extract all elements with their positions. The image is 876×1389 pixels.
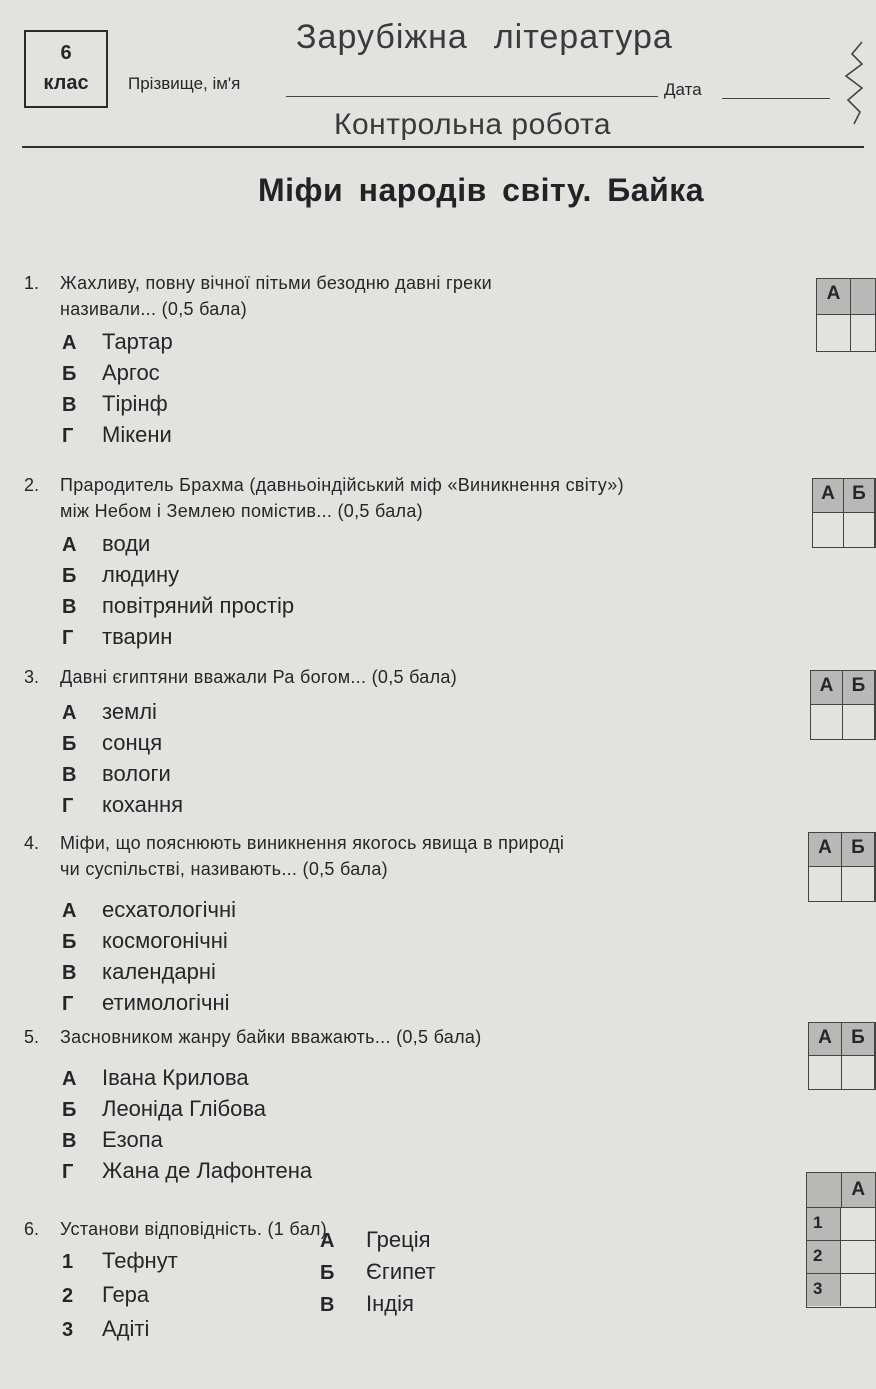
grade-word: клас bbox=[43, 72, 89, 94]
option-g[interactable]: Г етимологічні bbox=[62, 990, 230, 1015]
question-5 bbox=[24, 1024, 482, 1050]
question-text: Давні єгиптяни вважали Ра богом... (0,5 бала) bbox=[60, 667, 458, 687]
subject-title bbox=[296, 18, 699, 57]
match-right-column bbox=[320, 1224, 436, 1320]
match-row-3: 3 bbox=[807, 1274, 841, 1306]
question-text-cont: чи суспільстві, називають... (0,5 бала) bbox=[60, 859, 388, 879]
option-v[interactable]: В Тірінф bbox=[62, 391, 168, 416]
options-5 bbox=[62, 1062, 312, 1186]
option-b[interactable]: Б Леоніда Глібова bbox=[62, 1096, 267, 1121]
subject-word-2: література bbox=[493, 18, 673, 56]
question-6 bbox=[24, 1216, 327, 1242]
option-a[interactable]: А землі bbox=[62, 699, 157, 724]
answer-col-a: А bbox=[811, 671, 843, 704]
option-g[interactable]: Г Жана де Лафонтена bbox=[62, 1158, 313, 1183]
match-row-1: 1 bbox=[807, 1208, 841, 1240]
option-b[interactable]: Б космогонічні bbox=[62, 928, 228, 953]
question-text: Жахливу, повну вічної пітьми безодню давні греки bbox=[60, 273, 492, 293]
grade-number: 6 bbox=[60, 42, 72, 64]
answer-box-3[interactable] bbox=[810, 670, 876, 740]
answer-col-b: Б bbox=[842, 1023, 875, 1055]
option-a[interactable]: А Івана Крилова bbox=[62, 1065, 249, 1090]
option-v[interactable]: В календарні bbox=[62, 959, 216, 984]
option-v[interactable]: В Езопа bbox=[62, 1127, 163, 1152]
match-right-item: Б Єгипет bbox=[320, 1259, 436, 1284]
options-4 bbox=[62, 894, 236, 1018]
answer-cell-b[interactable] bbox=[842, 1056, 875, 1090]
question-number: 5. bbox=[24, 1027, 40, 1047]
question-number: 2. bbox=[24, 475, 40, 495]
answer-col-a: А bbox=[817, 279, 851, 314]
question-1 bbox=[24, 270, 492, 322]
question-text-cont: між Небом і Землею помістив... (0,5 бала) bbox=[60, 501, 423, 521]
answer-col-b: Б bbox=[842, 833, 875, 866]
answer-cell-b[interactable] bbox=[842, 867, 875, 902]
question-number: 3. bbox=[24, 667, 40, 687]
option-b[interactable]: Б людину bbox=[62, 562, 180, 587]
options-1 bbox=[62, 326, 173, 450]
answer-cell-a[interactable] bbox=[817, 315, 851, 352]
question-4 bbox=[24, 830, 564, 882]
date-label: Дата bbox=[664, 80, 702, 99]
answer-cell-a[interactable] bbox=[809, 867, 842, 902]
subject-word-1: Зарубіжна bbox=[296, 18, 468, 56]
question-text: Прародитель Брахма (давньоіндійський міф «Виникнення світу») bbox=[60, 475, 624, 495]
question-text: Установи відповідність. (1 бал) bbox=[60, 1219, 328, 1239]
options-2 bbox=[62, 528, 294, 652]
option-v[interactable]: В вологи bbox=[62, 761, 171, 786]
name-label: Прізвище, ім'я bbox=[128, 74, 241, 93]
grade-box bbox=[24, 30, 108, 108]
option-b[interactable]: Б сонця bbox=[62, 730, 163, 755]
answer-col-a: А bbox=[813, 479, 844, 512]
decorative-zigzag-icon bbox=[834, 40, 864, 126]
match-right-item: А Греція bbox=[320, 1227, 431, 1252]
answer-col-b: Б bbox=[843, 671, 875, 704]
question-text: Міфи, що пояснюють виникнення якогось явища в природі bbox=[60, 833, 565, 853]
answer-cell-a[interactable] bbox=[813, 513, 844, 548]
question-number: 6. bbox=[24, 1219, 40, 1239]
work-type: Контрольна робота bbox=[334, 108, 612, 141]
match-row-2: 2 bbox=[807, 1241, 841, 1273]
match-left-item: 1 Тефнут bbox=[62, 1248, 178, 1273]
option-a[interactable]: А води bbox=[62, 531, 151, 556]
match-col-a: А bbox=[842, 1173, 876, 1207]
option-g[interactable]: Г Мікени bbox=[62, 422, 172, 447]
option-a[interactable]: А Тартар bbox=[62, 329, 173, 354]
answer-box-4[interactable] bbox=[808, 832, 876, 902]
match-left-item: 2 Гера bbox=[62, 1282, 150, 1307]
match-right-item: В Індія bbox=[320, 1291, 414, 1316]
question-3 bbox=[24, 664, 457, 690]
question-2 bbox=[24, 472, 624, 524]
date-field-line[interactable] bbox=[722, 98, 830, 99]
question-text-cont: називали... (0,5 бала) bbox=[60, 299, 248, 319]
options-3 bbox=[62, 696, 183, 820]
answer-col-b: Б bbox=[844, 479, 875, 512]
option-a[interactable]: А есхатологічні bbox=[62, 897, 237, 922]
match-left-column bbox=[62, 1244, 178, 1346]
question-number: 1. bbox=[24, 273, 40, 293]
match-left-item: 3 Адіті bbox=[62, 1316, 150, 1341]
answer-cell-b[interactable] bbox=[843, 705, 875, 740]
answer-box-5[interactable] bbox=[808, 1022, 876, 1090]
option-v[interactable]: В повітряний простір bbox=[62, 593, 295, 618]
match-answer-grid[interactable] bbox=[806, 1172, 876, 1308]
answer-cell-a[interactable] bbox=[811, 705, 843, 740]
header-divider bbox=[22, 146, 864, 148]
name-field-line[interactable] bbox=[286, 96, 658, 97]
answer-cell-a[interactable] bbox=[809, 1056, 842, 1090]
answer-box-1[interactable] bbox=[816, 278, 876, 352]
question-text: Засновником жанру байки вважають... (0,5 бала) bbox=[60, 1027, 482, 1047]
option-g[interactable]: Г кохання bbox=[62, 792, 184, 817]
option-b[interactable]: Б Аргос bbox=[62, 360, 160, 385]
answer-cell-b[interactable] bbox=[844, 513, 875, 548]
answer-col-a: А bbox=[809, 1023, 842, 1055]
question-number: 4. bbox=[24, 833, 40, 853]
topic-title: Міфи народів світу. Байка bbox=[258, 172, 705, 208]
option-g[interactable]: Г тварин bbox=[62, 624, 173, 649]
answer-col-a: А bbox=[809, 833, 842, 866]
answer-box-2[interactable] bbox=[812, 478, 876, 548]
